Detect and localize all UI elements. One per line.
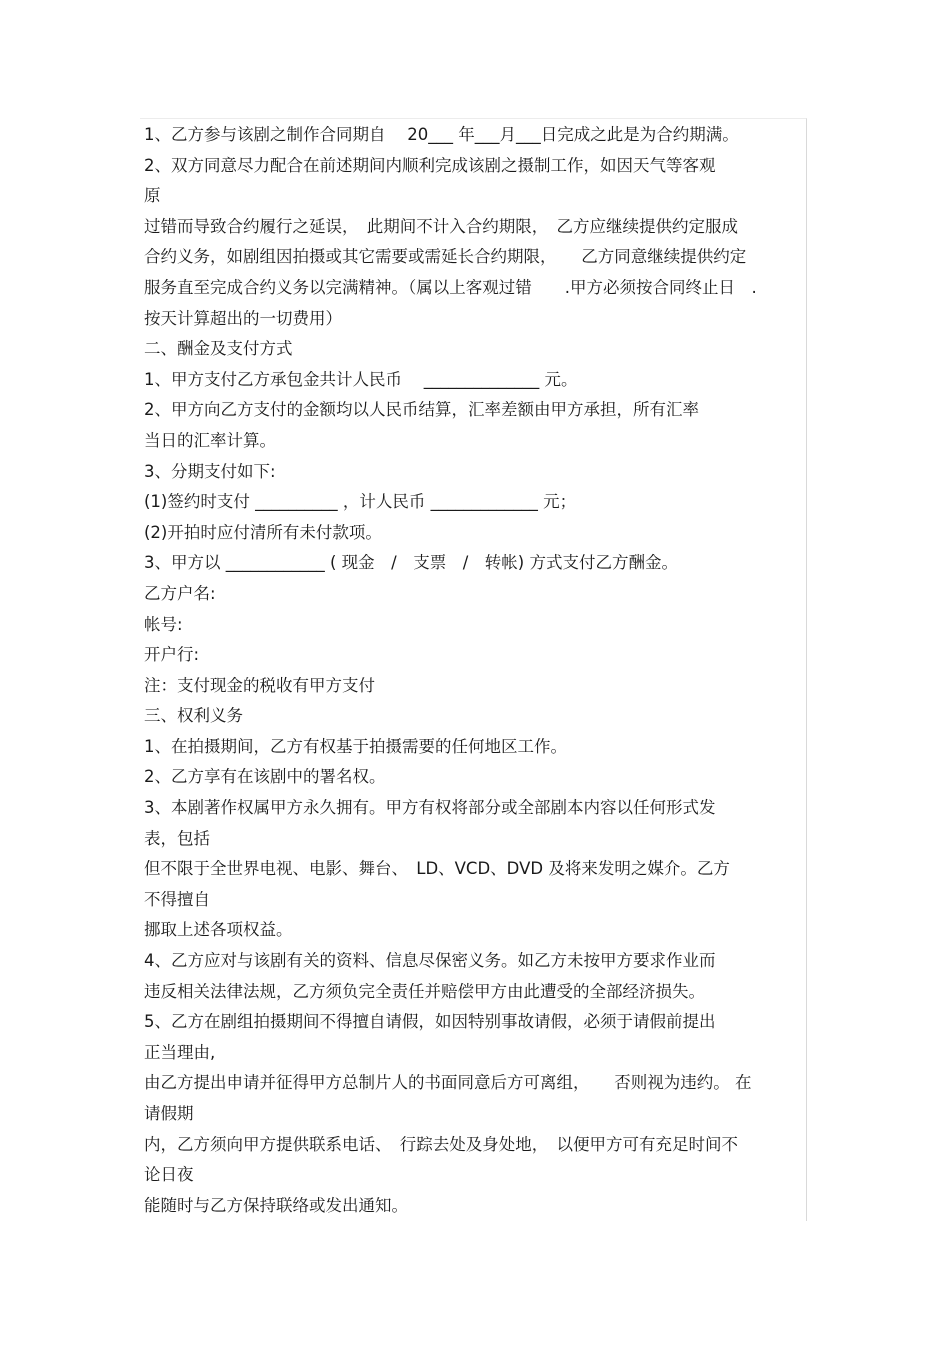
text-line: 正当理由, bbox=[144, 1042, 216, 1062]
text-line: 1、在拍摄期间，乙方有权基于拍摄需要的任何地区工作。 bbox=[144, 736, 567, 756]
text-line: 二、酬金及支付方式 bbox=[144, 339, 293, 359]
text-line: 由乙方提出申请并征得甲方总制片人的书面同意后方可离组， 否则视为违约。 在 bbox=[144, 1073, 752, 1093]
text-line: 2、乙方享有在该剧中的署名权。 bbox=[144, 767, 386, 787]
text-line: 三、权利义务 bbox=[144, 706, 243, 726]
text-line: 1、甲方支付乙方承包金共计人民币 ______________ 元。 bbox=[144, 369, 578, 389]
text-line: 5、乙方在剧组拍摄期间不得擅自请假，如因特别事故请假，必须于请假前提出 bbox=[144, 1012, 716, 1032]
text-line: 注：支付现金的税收有甲方支付 bbox=[144, 675, 375, 695]
text-line: 请假期 bbox=[144, 1104, 194, 1123]
text-line: 乙方户名: bbox=[144, 583, 216, 603]
text-line: 服务直至完成合约义务以完满精神。（属以上客观过错 .甲方必须按合同终止日 . bbox=[144, 277, 757, 297]
text-line: 原 bbox=[144, 186, 161, 206]
text-line: (1)签约时支付 __________ ，计人民币 _____________ 元； bbox=[144, 492, 577, 512]
text-line: 开户行: bbox=[144, 645, 200, 665]
text-line: 2、甲方向乙方支付的金额均以人民币结算，汇率差额由甲方承担，所有汇率 bbox=[144, 400, 699, 420]
text-line: 但不限于全世界电视、电影、舞台、 LD、VCD、DVD 及将来发明之媒介。乙方 bbox=[144, 859, 730, 879]
text-line: 按天计算超出的一切费用） bbox=[144, 308, 342, 328]
text-line: 2、双方同意尽力配合在前述期间内顺利完成该剧之摄制工作，如因天气等客观 bbox=[144, 155, 716, 175]
text-line: (2)开拍时应付清所有未付款项。 bbox=[144, 522, 382, 542]
text-line: 论日夜 bbox=[144, 1165, 194, 1185]
text-line: 1、乙方参与该剧之制作合同期自 20___ 年___月___日完成之此是为合约期满。 bbox=[144, 125, 739, 144]
text-line: 当日的汇率计算。 bbox=[144, 430, 276, 450]
text-line: 表，包括 bbox=[144, 828, 210, 848]
text-line: 帐号: bbox=[144, 614, 183, 634]
text-line: 3、本剧著作权属甲方永久拥有。甲方有权将部分或全部剧本内容以任何形式发 bbox=[144, 798, 716, 818]
text-line: 4、乙方应对与该剧有关的资料、信息尽保密义务。如乙方未按甲方要求作业而 bbox=[144, 951, 716, 971]
text-line: 3、分期支付如下: bbox=[144, 461, 276, 481]
contract-text bbox=[144, 120, 806, 1221]
text-line: 挪取上述各项权益。 bbox=[144, 920, 293, 940]
text-line: 能随时与乙方保持联络或发出通知。 bbox=[144, 1195, 408, 1215]
text-line: 合约义务，如剧组因拍摄或其它需要或需延长合约期限， 乙方同意继续提供约定 bbox=[144, 247, 747, 267]
text-line: 违反相关法律法规，乙方须负完全责任并赔偿甲方由此遭受的全部经济损失。 bbox=[144, 981, 705, 1001]
text-line: 过错而导致合约履行之延误， 此期间不计入合约期限， 乙方应继续提供约定服成 bbox=[144, 216, 738, 236]
text-line: 3、甲方以 ____________ ( 现金 / 支票 / 转帐) 方式支付乙方酬金。 bbox=[144, 553, 678, 573]
text-line: 不得擅自 bbox=[144, 889, 210, 909]
text-line: 内，乙方须向甲方提供联系电话、 行踪去处及身处地， 以便甲方可有充足时间不 bbox=[144, 1134, 738, 1154]
